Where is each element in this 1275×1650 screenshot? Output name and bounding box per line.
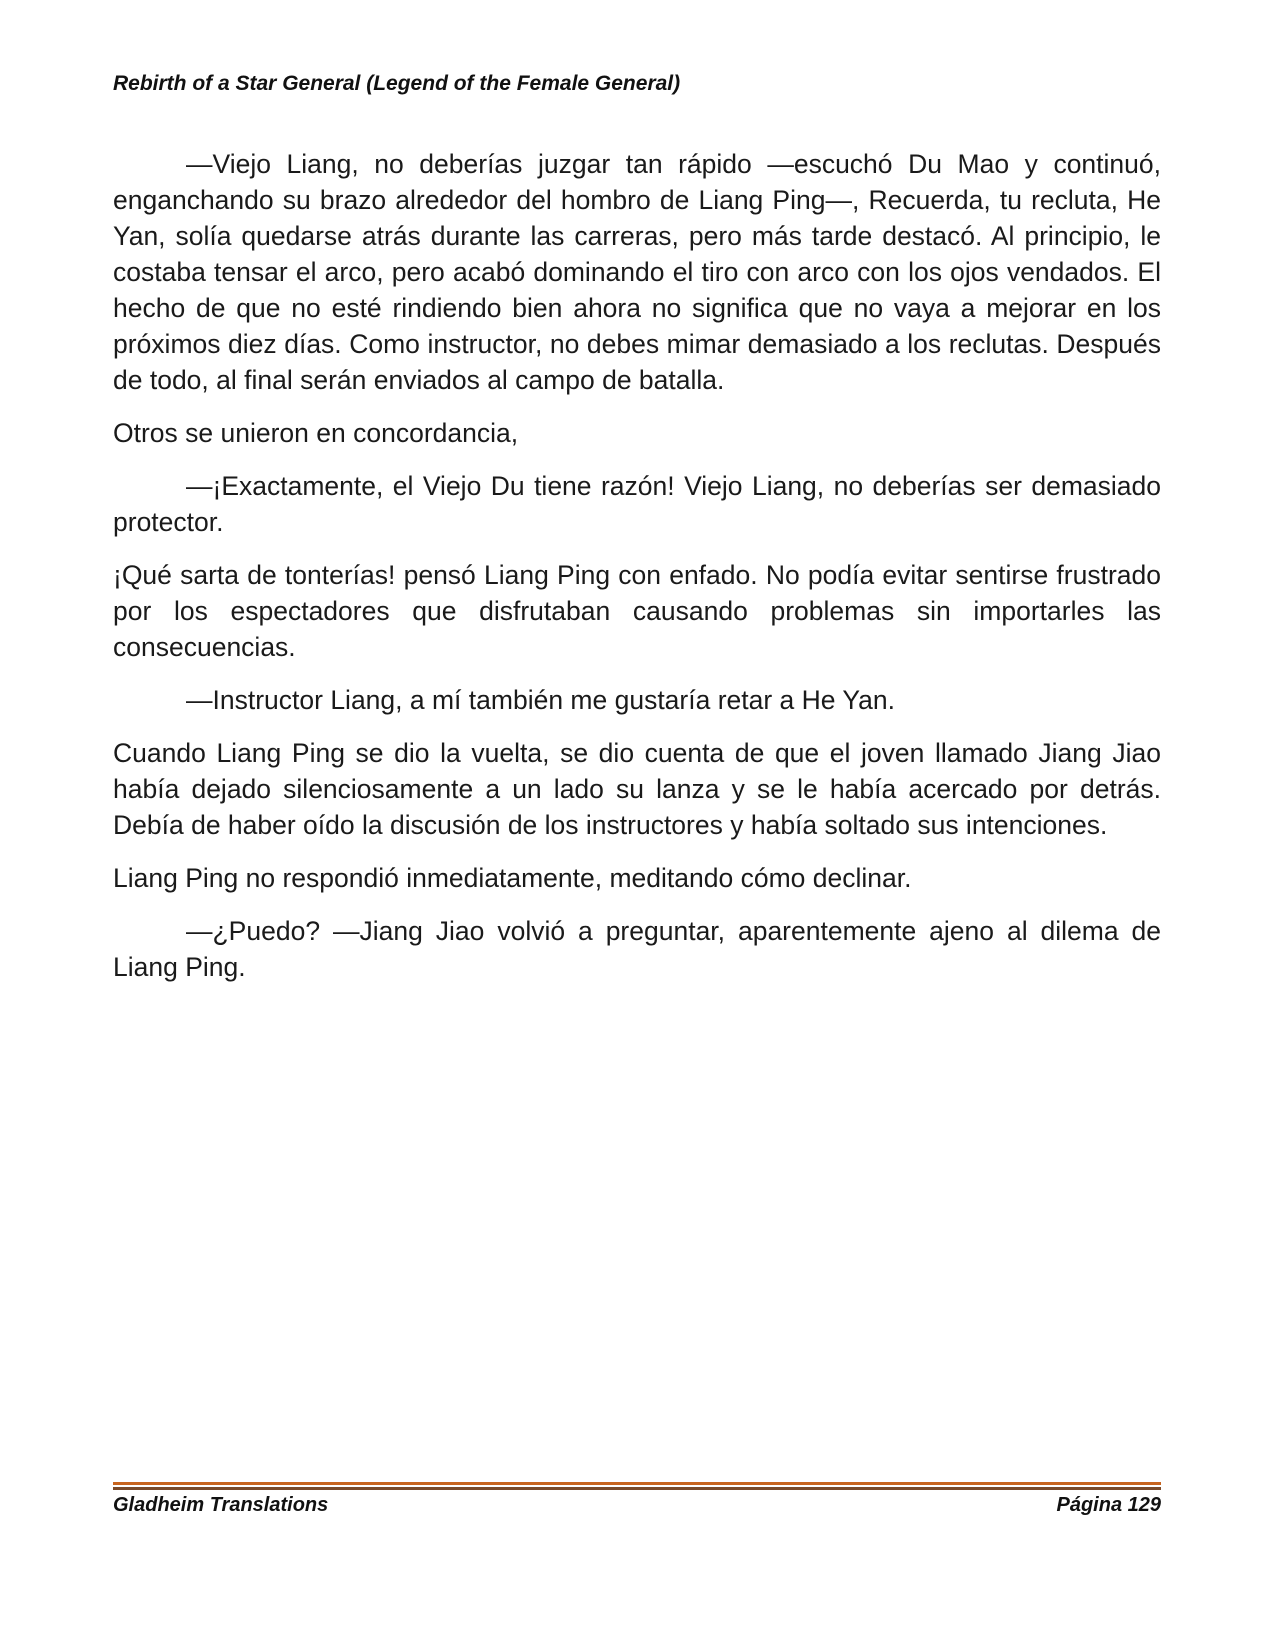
paragraph-4: ¡Qué sarta de tonterías! pensó Liang Ping con enfado. No podía evitar sentirse frustrado por los espectadores que disfrutaban causando problemas sin importarles las consecuencias. bbox=[113, 560, 1161, 662]
body-text bbox=[113, 146, 1161, 1002]
paragraph-2: Otros se unieron en concordancia, bbox=[113, 418, 519, 448]
paragraph-6: Cuando Liang Ping se dio la vuelta, se dio cuenta de que el joven llamado Jiang Jiao había dejado silenciosamente a un lado su lanza y se le había acercado por detrás. Debía de haber oído la discusión de los instructores y había soltado sus intenciones. bbox=[113, 738, 1161, 840]
footer-divider-top-line bbox=[113, 1482, 1161, 1485]
footer-divider bbox=[113, 1482, 1161, 1491]
paragraph-7: Liang Ping no respondió inmediatamente, meditando cómo declinar. bbox=[113, 863, 912, 893]
paragraph-5: —Instructor Liang, a mí también me gustaría retar a He Yan. bbox=[186, 685, 895, 715]
paragraph-1: —Viejo Liang, no deberías juzgar tan rápido —escuchó Du Mao y continuó, enganchando su brazo alrededor del hombro de Liang Ping—, Recuerda, tu recluta, He Yan, solía quedarse atrás durante las carreras, pero más tarde destacó. Al principio, le costaba tensar el arco, pero acabó dominando el tiro con arco con los ojos vendados. El hecho de que no esté rindiendo bien ahora no significa que no vaya a mejorar en los próximos diez días. Como instructor, no debes mimar demasiado a los reclutas. Después de todo, al final serán enviados al campo de batalla. bbox=[113, 149, 1161, 395]
paragraph-8: —¿Puedo? —Jiang Jiao volvió a preguntar, aparentemente ajeno al dilema de Liang Ping. bbox=[113, 916, 1161, 982]
page-header-title: Rebirth of a Star General (Legend of the Female General) bbox=[113, 72, 681, 95]
footer-divider-bottom-line bbox=[113, 1487, 1161, 1490]
paragraph-3: —¡Exactamente, el Viejo Du tiene razón! Viejo Liang, no deberías ser demasiado protector. bbox=[113, 471, 1161, 537]
footer-page-number: Página 129 bbox=[1056, 1494, 1161, 1516]
footer-publisher: Gladheim Translations bbox=[113, 1494, 329, 1516]
